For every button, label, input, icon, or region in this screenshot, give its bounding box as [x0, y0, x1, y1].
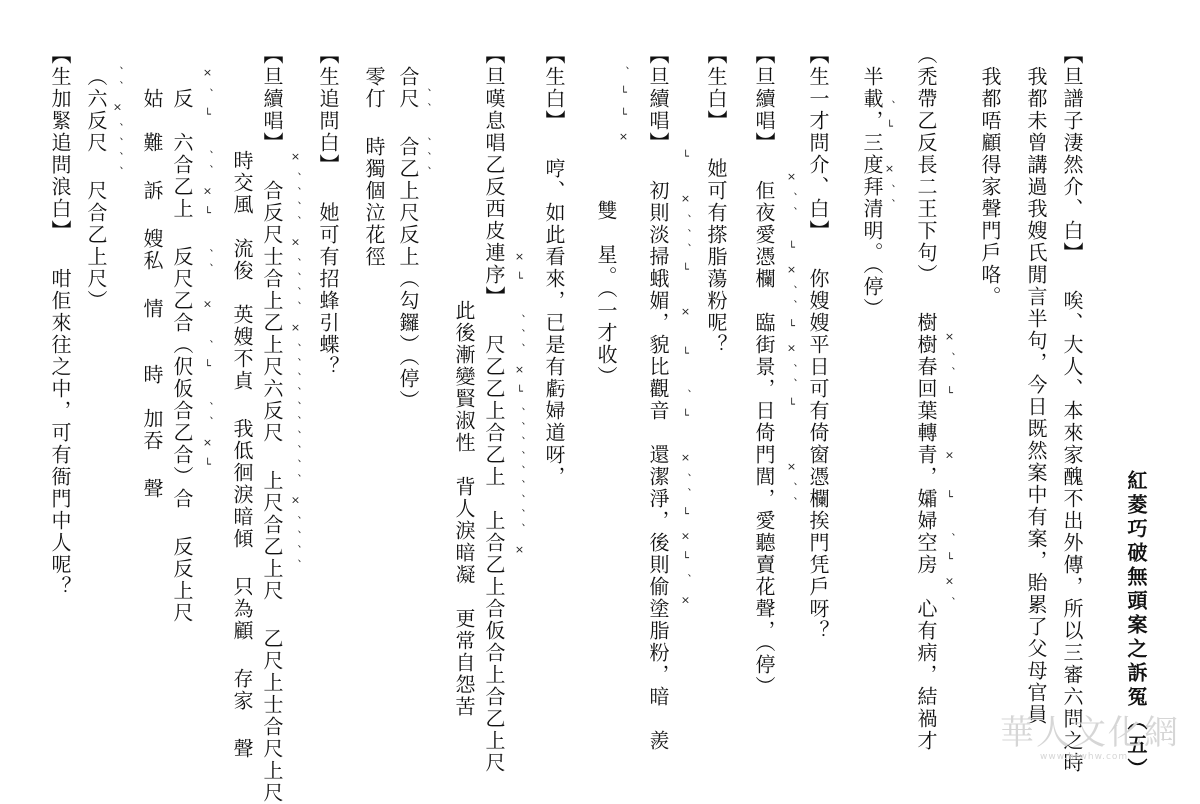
- text-column-9: 【旦續唱】 初則淡掃蛾媚，貌比觀音 還潔淨，後則偷塗脂粉，暗 羨: [646, 44, 670, 752]
- text-column-10: 雙 星。（一才收）: [594, 200, 618, 388]
- notation-marks: ×└ 、、、×└、、、、、、、、、×: [513, 250, 526, 565]
- text-column-1: 【旦譜子淒然介、白】 唉、大人、本來家醜不出外傳，所以三審六問之時: [1060, 44, 1084, 774]
- text-column-4: （禿帶乙反長二王下句） 樹樹春回葉轉青，孀婦空房 心有病，結禍才: [914, 44, 938, 752]
- text-column-12: 【旦嘆息唱乙反西皮連序】 尺乙乙上合乙上 上合乙上合仮合上合乙上尺: [482, 44, 506, 774]
- notation-marks: ×、、、、×、、、、×、、、、、、、、、、×、、、、: [289, 150, 302, 579]
- text-column-15: 零仃 時獨個泣花徑: [362, 66, 386, 268]
- notation-marks: ×、、 └×、、└×、、└ ×、、: [785, 170, 798, 517]
- text-column-22: 【生加緊追問浪白】 咁佢來往之中，可有衙門中人呢？: [48, 44, 72, 598]
- notation-marks: └ ×、、、└ × └ 、└ ×、、└×└、×: [679, 150, 692, 616]
- notation-marks: 、、 、、、: [419, 88, 432, 186]
- text-column-5: 半載，三度拜清明。（停）: [860, 66, 884, 320]
- text-column-16: 【生追問白】 她可有招蜂引蝶？: [316, 44, 340, 378]
- text-column-19: 反 六合乙上 反尺乙合（伬仮合乙合）合 反反上尺: [170, 88, 194, 624]
- text-column-17: 【旦續唱】 合反尺士合上乙上尺六反尺 上尺合乙上尺 乙尺上士合尺上尺: [260, 44, 284, 804]
- text-column-20: 姑 難 訴 嫂私 情 時 加吞 聲: [140, 88, 164, 500]
- page-title: 紅菱巧破無頭案之訴冤（五）: [1124, 470, 1148, 782]
- text-column-21: （六反尺 尺合乙上尺）: [84, 66, 108, 312]
- notation-marks: ×、└ 、、×└ 、、 × 、└ 、、×└: [201, 66, 214, 480]
- text-column-13: 此後漸變賢淑性 背人淚暗凝 更常自怨苦: [452, 300, 476, 718]
- notation-marks: 、└ ×、、: [883, 100, 896, 219]
- text-column-2: 我都未曾講過我嫂氏閒言半句，今日既然案中有案，貽累了父母官員: [1024, 66, 1048, 726]
- text-column-18: 時交風 流俊 英嫂不貞 我低徊淚暗傾 只為顧 存家 聲: [230, 150, 254, 760]
- notation-marks: 、、×、、、、: [111, 66, 124, 186]
- watermark-logo: 華人文化網 www.hrwhw.com: [1000, 713, 1180, 762]
- text-column-11: 【生白】 哼、如此看來，已是有虧婦道呀，: [542, 44, 566, 488]
- text-column-6: 【生一才問介、白】 你嫂嫂平日可有倚窗憑欄挨門凭戶呀？: [806, 44, 830, 642]
- text-column-7: 【旦續唱】 佢夜愛憑欄 臨街景，日倚門閭，愛聽賣花聲，（停）: [752, 44, 776, 698]
- notation-marks: ×、、└ × └ 、└×、: [943, 330, 956, 617]
- text-column-14: 合尺 合乙上尺反上（勾鑼）（停）: [396, 66, 420, 412]
- text-column-3: 我都唔顧得家聲門戶咯。: [978, 66, 1002, 308]
- text-column-8: 【生白】 她可有搽脂蕩粉呢？: [704, 44, 728, 356]
- notation-marks: 、└└×: [617, 66, 630, 152]
